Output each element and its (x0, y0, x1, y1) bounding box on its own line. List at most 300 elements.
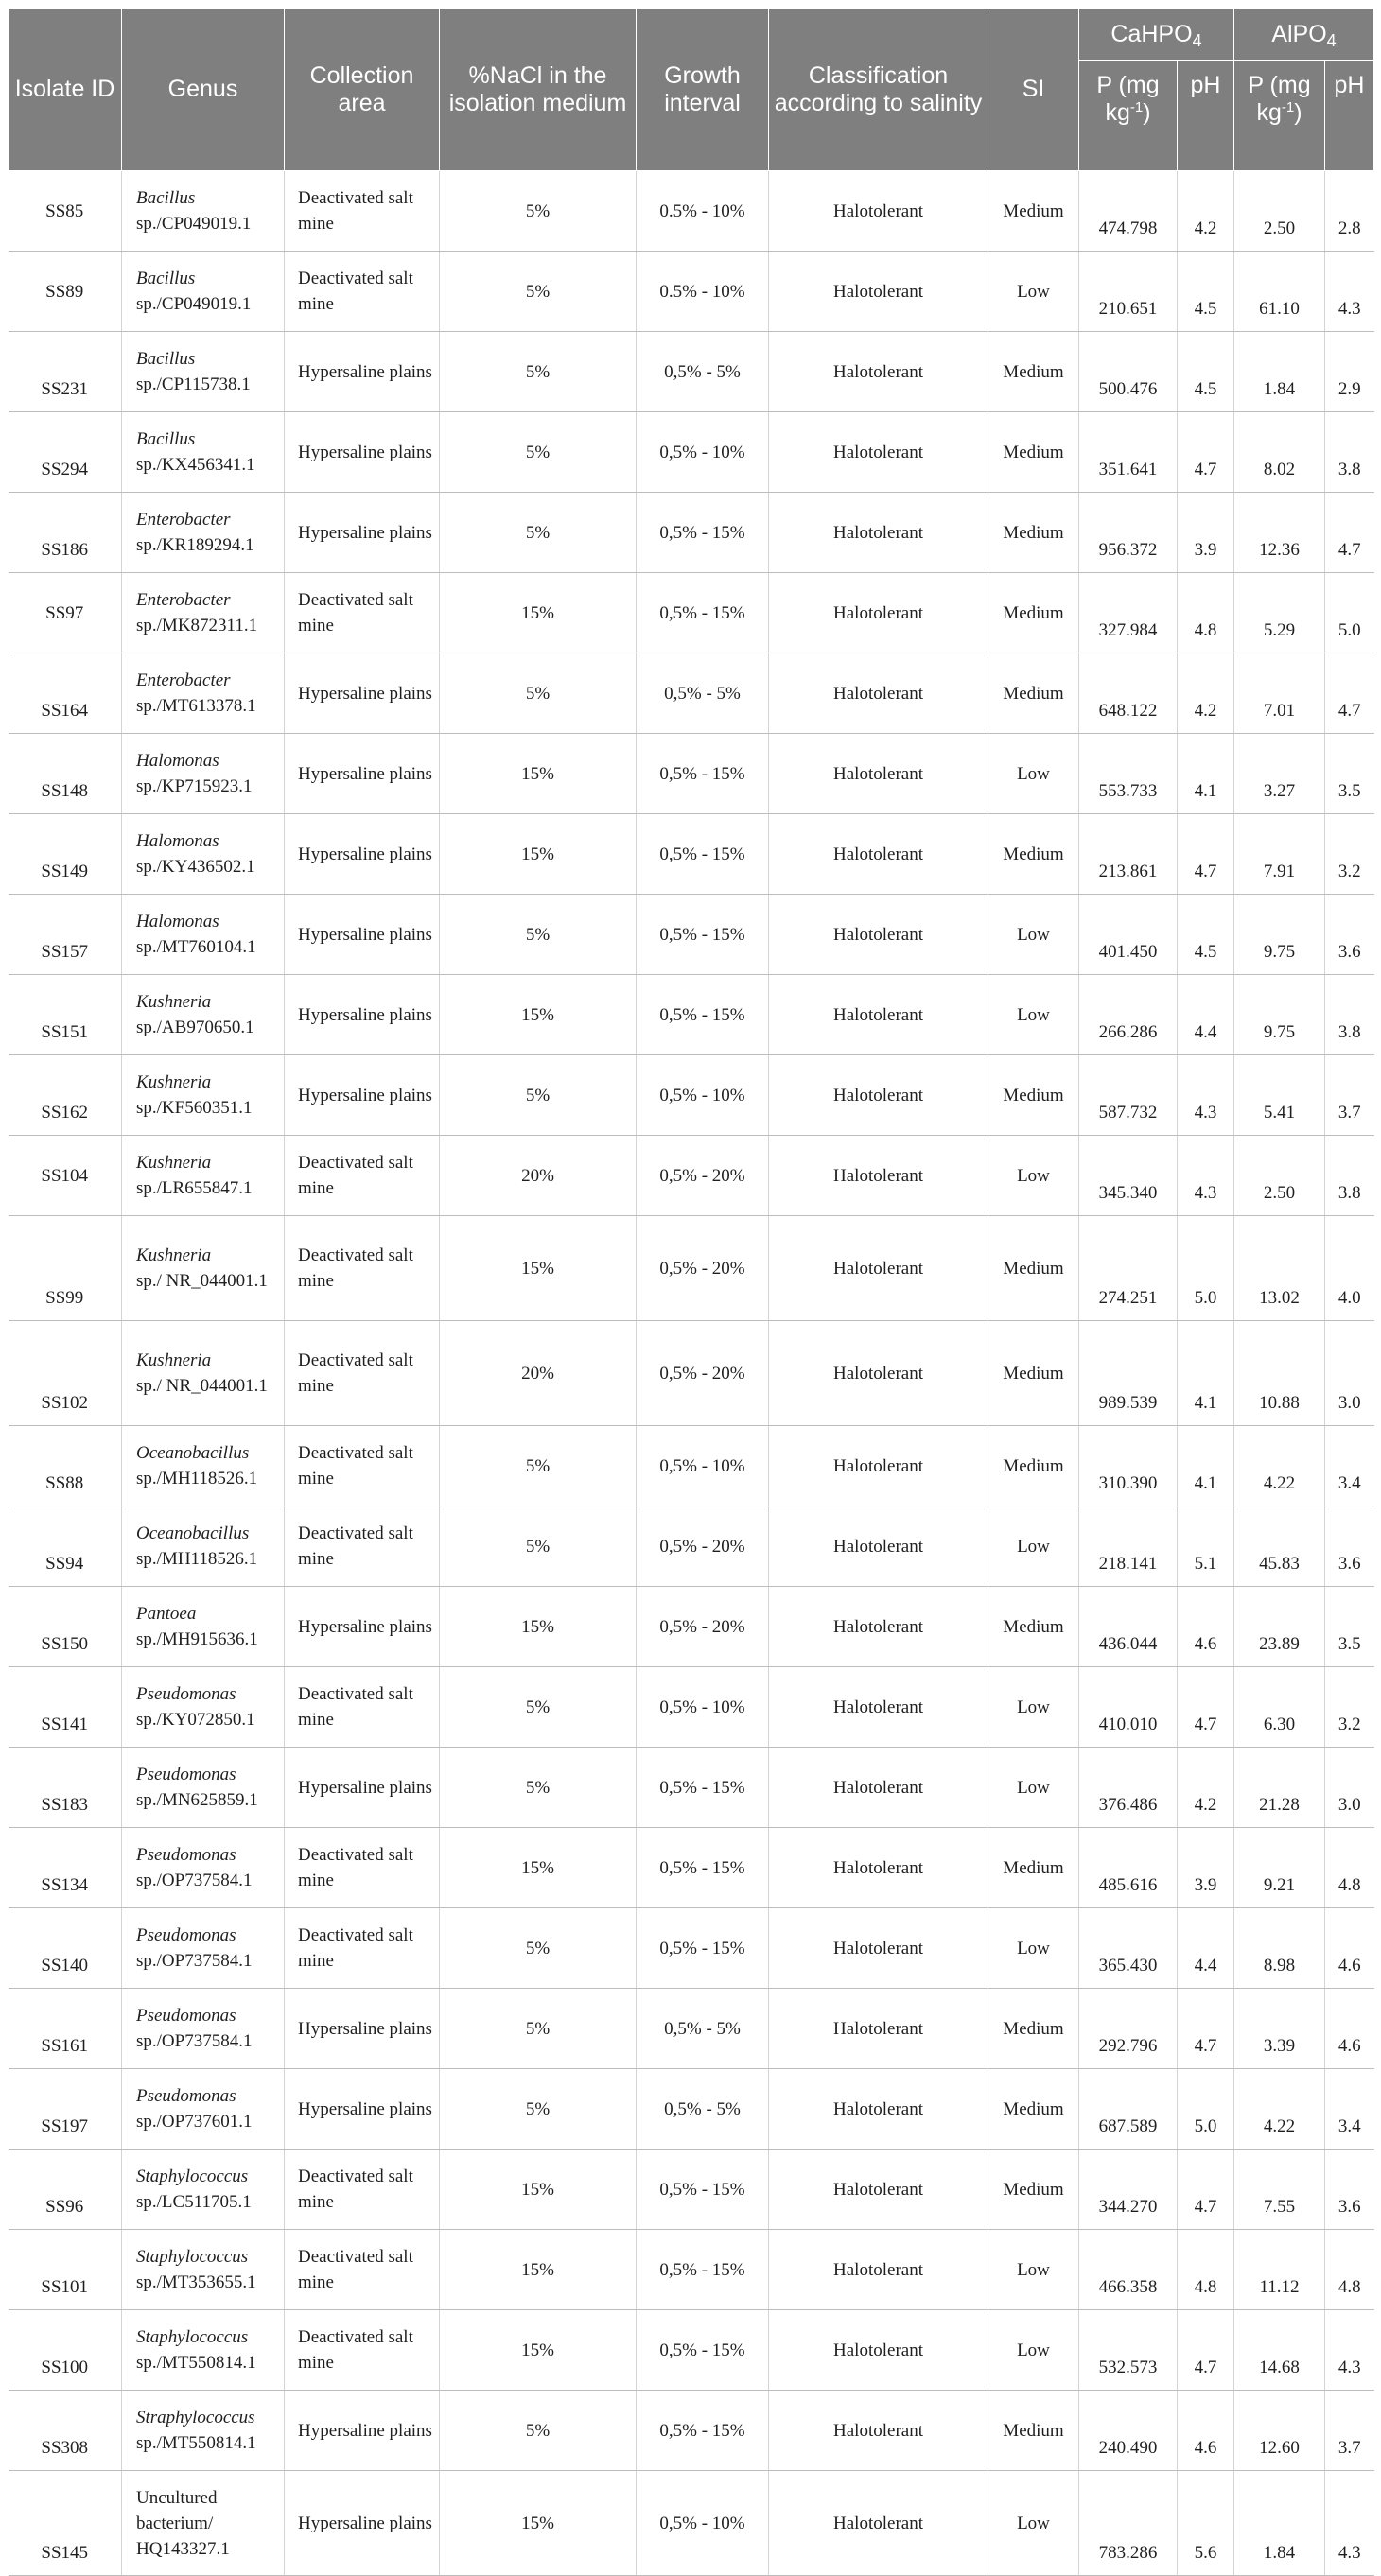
nacl-cell: 15% (440, 734, 637, 814)
p-alpo4-cell: 12.36 (1234, 493, 1325, 573)
ph-alpo4-cell: 3.6 (1325, 2150, 1374, 2230)
growth-interval-cell: 0,5% - 15% (637, 1748, 769, 1828)
nacl-cell: 5% (440, 252, 637, 332)
ph-alpo4-cell: 3.0 (1325, 1748, 1374, 1828)
accession-number: sp./MT760104.1 (136, 937, 256, 957)
si-cell: Medium (988, 814, 1079, 895)
genus-cell (122, 493, 285, 573)
genus-name: Pseudomonas (136, 1684, 236, 1704)
si-cell: Medium (988, 2150, 1079, 2230)
p-alpo4-cell: 9.75 (1234, 895, 1325, 975)
p-cahpo4-cell: 292.796 (1079, 1989, 1178, 2069)
table-row (9, 1587, 1374, 1667)
genus-cell (122, 2391, 285, 2471)
ph-alpo4-cell: 4.3 (1325, 252, 1374, 332)
growth-interval-cell: 0,5% - 15% (637, 2230, 769, 2310)
growth-interval-cell: 0,5% - 15% (637, 734, 769, 814)
p-alpo4-cell: 7.01 (1234, 653, 1325, 734)
accession-number: sp./KX456341.1 (136, 455, 255, 475)
p-alpo4-cell: 8.98 (1234, 1908, 1325, 1989)
header-isolate-id: Isolate ID (9, 9, 122, 171)
growth-interval-cell: 0,5% - 5% (637, 1989, 769, 2069)
ph-cahpo4-cell: 4.3 (1178, 1055, 1234, 1136)
isolate-id-cell: SS148 (9, 734, 122, 814)
genus-name: Straphylococcus (136, 2408, 255, 2428)
genus-name: Pseudomonas (136, 2006, 236, 2026)
accession-number: sp./KY072850.1 (136, 1710, 255, 1730)
genus-name: Pseudomonas (136, 1845, 236, 1865)
nacl-cell: 5% (440, 1989, 637, 2069)
isolate-id-cell: SS161 (9, 1989, 122, 2069)
table-row (9, 734, 1374, 814)
growth-interval-cell: 0,5% - 15% (637, 814, 769, 895)
classification-cell: Halotolerant (769, 332, 988, 412)
genus-name: Halomonas (136, 751, 219, 771)
genus-name: Staphylococcus (136, 2167, 249, 2186)
accession-number: sp./MK872311.1 (136, 616, 258, 635)
ph-alpo4-cell: 4.0 (1325, 1216, 1374, 1321)
ph-cahpo4-cell: 4.1 (1178, 734, 1234, 814)
p-alpo4-cell: 4.22 (1234, 2069, 1325, 2150)
ph-alpo4-cell: 4.7 (1325, 653, 1374, 734)
ph-cahpo4-cell: 4.6 (1178, 1587, 1234, 1667)
accession-number: sp./KF560351.1 (136, 1098, 253, 1118)
growth-interval-cell: 0,5% - 15% (637, 2310, 769, 2391)
header-p-exp: -1 (1281, 99, 1295, 115)
ph-alpo4-cell: 2.9 (1325, 332, 1374, 412)
genus-cell (122, 814, 285, 895)
growth-interval-cell: 0,5% - 10% (637, 1426, 769, 1506)
si-cell: Medium (988, 2069, 1079, 2150)
table-row (9, 814, 1374, 895)
table-row (9, 895, 1374, 975)
collection-area-cell: Deactivated salt mine (285, 1426, 440, 1506)
growth-interval-cell: 0,5% - 10% (637, 1667, 769, 1748)
nacl-cell: 15% (440, 2310, 637, 2391)
si-cell: Low (988, 1136, 1079, 1216)
p-alpo4-cell: 45.83 (1234, 1506, 1325, 1587)
isolate-id-cell: SS89 (9, 252, 122, 332)
p-cahpo4-cell: 310.390 (1079, 1426, 1178, 1506)
genus-cell (122, 1908, 285, 1989)
nacl-cell: 5% (440, 2069, 637, 2150)
p-alpo4-cell: 7.55 (1234, 2150, 1325, 2230)
header-collection-area: Collection area (285, 9, 440, 171)
isolate-id-cell: SS100 (9, 2310, 122, 2391)
accession-number: sp./CP115738.1 (136, 374, 251, 394)
genus-name: Halomonas (136, 912, 219, 931)
ph-alpo4-cell: 3.7 (1325, 2391, 1374, 2471)
genus-cell (122, 653, 285, 734)
table-row (9, 1216, 1374, 1321)
p-cahpo4-cell: 327.984 (1079, 573, 1178, 653)
classification-cell: Halotolerant (769, 2310, 988, 2391)
p-cahpo4-cell: 783.286 (1079, 2471, 1178, 2576)
table-row (9, 1426, 1374, 1506)
isolate-id-cell: SS164 (9, 653, 122, 734)
nacl-cell: 20% (440, 1321, 637, 1426)
header-cahpo4-sub: 4 (1192, 30, 1202, 50)
si-cell: Low (988, 1506, 1079, 1587)
si-cell: Medium (988, 653, 1079, 734)
ph-cahpo4-cell: 4.5 (1178, 332, 1234, 412)
growth-interval-cell: 0,5% - 20% (637, 1506, 769, 1587)
accession-number: sp./MH118526.1 (136, 1469, 258, 1488)
ph-cahpo4-cell: 4.1 (1178, 1321, 1234, 1426)
ph-cahpo4-cell: 5.1 (1178, 1506, 1234, 1587)
genus-name: Kushneria (136, 992, 212, 1012)
classification-cell: Halotolerant (769, 1136, 988, 1216)
p-cahpo4-cell: 410.010 (1079, 1667, 1178, 1748)
nacl-cell: 5% (440, 332, 637, 412)
si-cell: Low (988, 252, 1079, 332)
isolate-id-cell: SS231 (9, 332, 122, 412)
table-row (9, 975, 1374, 1055)
collection-area-cell: Hypersaline plains (285, 2069, 440, 2150)
header-cahpo4 (1079, 9, 1234, 61)
accession-number: sp./MH915636.1 (136, 1629, 258, 1649)
nacl-cell: 15% (440, 1587, 637, 1667)
table-row (9, 1667, 1374, 1748)
p-cahpo4-cell: 240.490 (1079, 2391, 1178, 2471)
genus-cell (122, 1828, 285, 1908)
isolate-id-cell: SS145 (9, 2471, 122, 2576)
genus-cell (122, 332, 285, 412)
classification-cell: Halotolerant (769, 2150, 988, 2230)
growth-interval-cell: 0,5% - 5% (637, 2069, 769, 2150)
ph-cahpo4-cell: 4.5 (1178, 895, 1234, 975)
genus-cell (122, 2069, 285, 2150)
accession-number: sp./OP737601.1 (136, 2112, 253, 2132)
header-p-alpo4 (1234, 61, 1325, 171)
header-p-cahpo4 (1079, 61, 1178, 171)
nacl-cell: 15% (440, 1216, 637, 1321)
p-cahpo4-cell: 213.861 (1079, 814, 1178, 895)
collection-area-cell: Hypersaline plains (285, 895, 440, 975)
header-nacl: %NaCl in the isolation medium (440, 9, 637, 171)
nacl-cell: 5% (440, 1748, 637, 1828)
genus-cell (122, 1321, 285, 1426)
accession-number: sp./MH118526.1 (136, 1549, 258, 1569)
isolate-id-cell: SS101 (9, 2230, 122, 2310)
table-row (9, 1748, 1374, 1828)
growth-interval-cell: 0,5% - 15% (637, 573, 769, 653)
p-alpo4-cell: 9.21 (1234, 1828, 1325, 1908)
p-cahpo4-cell: 485.616 (1079, 1828, 1178, 1908)
isolate-id-cell: SS96 (9, 2150, 122, 2230)
ph-alpo4-cell: 3.0 (1325, 1321, 1374, 1426)
accession-number: sp./MN625859.1 (136, 1790, 258, 1810)
growth-interval-cell: 0,5% - 5% (637, 332, 769, 412)
classification-cell: Halotolerant (769, 1216, 988, 1321)
p-cahpo4-cell: 436.044 (1079, 1587, 1178, 1667)
genus-name: Bacillus (136, 188, 196, 208)
ph-alpo4-cell: 3.4 (1325, 1426, 1374, 1506)
ph-alpo4-cell: 3.2 (1325, 1667, 1374, 1748)
table-row (9, 412, 1374, 493)
genus-cell (122, 2230, 285, 2310)
ph-cahpo4-cell: 5.0 (1178, 1216, 1234, 1321)
p-cahpo4-cell: 648.122 (1079, 653, 1178, 734)
genus-cell (122, 1426, 285, 1506)
collection-area-cell: Hypersaline plains (285, 493, 440, 573)
accession-number: sp./KR189294.1 (136, 535, 254, 555)
nacl-cell: 15% (440, 975, 637, 1055)
growth-interval-cell: 0,5% - 5% (637, 653, 769, 734)
ph-cahpo4-cell: 4.6 (1178, 2391, 1234, 2471)
ph-cahpo4-cell: 4.4 (1178, 1908, 1234, 1989)
genus-name: Oceanobacillus (136, 1523, 250, 1543)
classification-cell: Halotolerant (769, 734, 988, 814)
classification-cell: Halotolerant (769, 1828, 988, 1908)
collection-area-cell: Hypersaline plains (285, 1989, 440, 2069)
p-cahpo4-cell: 345.340 (1079, 1136, 1178, 1216)
ph-alpo4-cell: 3.5 (1325, 734, 1374, 814)
ph-alpo4-cell: 3.8 (1325, 1136, 1374, 1216)
isolate-id-cell: SS149 (9, 814, 122, 895)
isolate-id-cell: SS162 (9, 1055, 122, 1136)
ph-alpo4-cell: 4.6 (1325, 1989, 1374, 2069)
growth-interval-cell: 0,5% - 20% (637, 1136, 769, 1216)
accession-number: sp./KP715923.1 (136, 776, 253, 796)
genus-name: Bacillus (136, 269, 196, 288)
classification-cell: Halotolerant (769, 493, 988, 573)
accession-number: sp./LR655847.1 (136, 1178, 253, 1198)
table-row (9, 2391, 1374, 2471)
accession-number: sp./KY436502.1 (136, 857, 255, 877)
nacl-cell: 5% (440, 895, 637, 975)
collection-area-cell: Deactivated salt mine (285, 171, 440, 252)
collection-area-cell: Hypersaline plains (285, 653, 440, 734)
ph-alpo4-cell: 4.8 (1325, 1828, 1374, 1908)
classification-cell: Halotolerant (769, 1055, 988, 1136)
ph-cahpo4-cell: 3.9 (1178, 1828, 1234, 1908)
accession-number: sp./MT550814.1 (136, 2353, 256, 2373)
p-alpo4-cell: 8.02 (1234, 412, 1325, 493)
classification-cell: Halotolerant (769, 2391, 988, 2471)
si-cell: Low (988, 1667, 1079, 1748)
p-alpo4-cell: 5.41 (1234, 1055, 1325, 1136)
table-row (9, 2230, 1374, 2310)
p-alpo4-cell: 1.84 (1234, 332, 1325, 412)
p-cahpo4-cell: 989.539 (1079, 1321, 1178, 1426)
si-cell: Medium (988, 1587, 1079, 1667)
genus-cell (122, 412, 285, 493)
isolate-id-cell: SS99 (9, 1216, 122, 1321)
collection-area-cell: Deactivated salt mine (285, 1136, 440, 1216)
ph-cahpo4-cell: 4.7 (1178, 2310, 1234, 2391)
genus-cell (122, 2150, 285, 2230)
collection-area-cell: Hypersaline plains (285, 2471, 440, 2576)
si-cell: Medium (988, 1055, 1079, 1136)
collection-area-cell: Deactivated salt mine (285, 2230, 440, 2310)
nacl-cell: 5% (440, 1667, 637, 1748)
table-row (9, 573, 1374, 653)
accession-number: sp./CP049019.1 (136, 294, 252, 314)
ph-alpo4-cell: 3.8 (1325, 975, 1374, 1055)
si-cell: Medium (988, 493, 1079, 573)
genus-name: Bacillus (136, 429, 196, 449)
table-row (9, 2310, 1374, 2391)
growth-interval-cell: 0,5% - 15% (637, 2150, 769, 2230)
si-cell: Medium (988, 171, 1079, 252)
p-cahpo4-cell: 274.251 (1079, 1216, 1178, 1321)
isolate-id-cell: SS104 (9, 1136, 122, 1216)
classification-cell: Halotolerant (769, 1587, 988, 1667)
table-row (9, 332, 1374, 412)
isolate-id-cell: SS186 (9, 493, 122, 573)
genus-name: Kushneria (136, 1072, 212, 1092)
ph-alpo4-cell: 5.0 (1325, 573, 1374, 653)
nacl-cell: 5% (440, 1506, 637, 1587)
nacl-cell: 5% (440, 171, 637, 252)
genus-name: Kushneria (136, 1245, 212, 1265)
growth-interval-cell: 0,5% - 20% (637, 1321, 769, 1426)
genus-cell (122, 734, 285, 814)
accession-number: sp./AB970650.1 (136, 1018, 254, 1037)
classification-cell: Halotolerant (769, 1908, 988, 1989)
si-cell: Low (988, 2230, 1079, 2310)
si-cell: Medium (988, 573, 1079, 653)
genus-cell (122, 2310, 285, 2391)
si-cell: Low (988, 1748, 1079, 1828)
isolate-id-cell: SS157 (9, 895, 122, 975)
p-cahpo4-cell: 587.732 (1079, 1055, 1178, 1136)
p-cahpo4-cell: 466.358 (1079, 2230, 1178, 2310)
collection-area-cell: Hypersaline plains (285, 332, 440, 412)
genus-name: Enterobacter (136, 670, 231, 690)
ph-alpo4-cell: 3.6 (1325, 895, 1374, 975)
p-cahpo4-cell: 532.573 (1079, 2310, 1178, 2391)
collection-area-cell: Hypersaline plains (285, 1055, 440, 1136)
nacl-cell: 20% (440, 1136, 637, 1216)
ph-cahpo4-cell: 4.2 (1178, 1748, 1234, 1828)
ph-cahpo4-cell: 4.8 (1178, 2230, 1234, 2310)
header-alpo4-base: AlPO (1271, 20, 1327, 47)
ph-cahpo4-cell: 4.4 (1178, 975, 1234, 1055)
p-cahpo4-cell: 210.651 (1079, 252, 1178, 332)
accession-number: sp./OP737584.1 (136, 1871, 253, 1890)
table-row (9, 1321, 1374, 1426)
genus-cell (122, 252, 285, 332)
accession-number: sp./MT353655.1 (136, 2272, 256, 2292)
nacl-cell: 5% (440, 653, 637, 734)
accession-number: Uncultured bacterium/ HQ143327.1 (136, 2487, 230, 2559)
p-alpo4-cell: 7.91 (1234, 814, 1325, 895)
growth-interval-cell: 0,5% - 10% (637, 1055, 769, 1136)
header-alpo4 (1234, 9, 1374, 61)
ph-cahpo4-cell: 4.7 (1178, 814, 1234, 895)
collection-area-cell: Hypersaline plains (285, 734, 440, 814)
si-cell: Medium (988, 412, 1079, 493)
isolate-id-cell: SS151 (9, 975, 122, 1055)
ph-alpo4-cell: 3.2 (1325, 814, 1374, 895)
nacl-cell: 5% (440, 1908, 637, 1989)
collection-area-cell: Hypersaline plains (285, 975, 440, 1055)
p-alpo4-cell: 9.75 (1234, 975, 1325, 1055)
p-alpo4-cell: 14.68 (1234, 2310, 1325, 2391)
header-growth-interval: Growth interval (637, 9, 769, 171)
accession-number: sp./ NR_044001.1 (136, 1376, 268, 1396)
accession-number: sp./CP049019.1 (136, 214, 252, 234)
nacl-cell: 15% (440, 2471, 637, 2576)
classification-cell: Halotolerant (769, 895, 988, 975)
isolate-id-cell: SS134 (9, 1828, 122, 1908)
si-cell: Low (988, 734, 1079, 814)
nacl-cell: 15% (440, 814, 637, 895)
si-cell: Low (988, 895, 1079, 975)
header-ph-cahpo4: pH (1178, 61, 1234, 171)
genus-cell (122, 1216, 285, 1321)
header-p-label: P (mg kg (1248, 72, 1311, 126)
isolate-id-cell: SS197 (9, 2069, 122, 2150)
growth-interval-cell: 0.5% - 10% (637, 252, 769, 332)
classification-cell: Halotolerant (769, 252, 988, 332)
p-alpo4-cell: 12.60 (1234, 2391, 1325, 2471)
accession-number: sp./OP737584.1 (136, 1951, 253, 1971)
p-alpo4-cell: 61.10 (1234, 252, 1325, 332)
p-cahpo4-cell: 401.450 (1079, 895, 1178, 975)
classification-cell: Halotolerant (769, 1989, 988, 2069)
p-cahpo4-cell: 553.733 (1079, 734, 1178, 814)
table-row (9, 1989, 1374, 2069)
genus-name: Pseudomonas (136, 2086, 236, 2106)
table-row (9, 1136, 1374, 1216)
genus-name: Enterobacter (136, 590, 231, 610)
isolate-id-cell: SS140 (9, 1908, 122, 1989)
classification-cell: Halotolerant (769, 653, 988, 734)
table-row (9, 1055, 1374, 1136)
si-cell: Medium (988, 1216, 1079, 1321)
ph-cahpo4-cell: 4.5 (1178, 252, 1234, 332)
genus-name: Staphylococcus (136, 2327, 249, 2347)
nacl-cell: 5% (440, 1426, 637, 1506)
ph-alpo4-cell: 4.3 (1325, 2310, 1374, 2391)
accession-number: sp./LC511705.1 (136, 2192, 252, 2212)
ph-cahpo4-cell: 4.7 (1178, 1667, 1234, 1748)
header-p-close: ) (1294, 99, 1302, 126)
isolate-id-cell: SS141 (9, 1667, 122, 1748)
classification-cell: Halotolerant (769, 2471, 988, 2576)
table-header (9, 9, 1374, 171)
ph-cahpo4-cell: 4.8 (1178, 573, 1234, 653)
collection-area-cell: Deactivated salt mine (285, 1506, 440, 1587)
accession-number: sp./ NR_044001.1 (136, 1271, 268, 1291)
classification-cell: Halotolerant (769, 171, 988, 252)
classification-cell: Halotolerant (769, 2069, 988, 2150)
table-body (9, 171, 1374, 2576)
isolate-id-cell: SS88 (9, 1426, 122, 1506)
genus-cell (122, 1136, 285, 1216)
growth-interval-cell: 0,5% - 10% (637, 2471, 769, 2576)
genus-name: Kushneria (136, 1153, 212, 1173)
collection-area-cell: Hypersaline plains (285, 1587, 440, 1667)
genus-name: Staphylococcus (136, 2247, 249, 2267)
genus-name: Kushneria (136, 1350, 212, 1370)
header-alpo4-sub: 4 (1326, 30, 1337, 50)
nacl-cell: 15% (440, 573, 637, 653)
ph-alpo4-cell: 4.7 (1325, 493, 1374, 573)
growth-interval-cell: 0,5% - 15% (637, 493, 769, 573)
p-cahpo4-cell: 266.286 (1079, 975, 1178, 1055)
ph-alpo4-cell: 4.8 (1325, 2230, 1374, 2310)
collection-area-cell: Deactivated salt mine (285, 2150, 440, 2230)
ph-alpo4-cell: 3.8 (1325, 412, 1374, 493)
nacl-cell: 15% (440, 1828, 637, 1908)
p-alpo4-cell: 1.84 (1234, 2471, 1325, 2576)
growth-interval-cell: 0,5% - 10% (637, 412, 769, 493)
ph-alpo4-cell: 3.5 (1325, 1587, 1374, 1667)
